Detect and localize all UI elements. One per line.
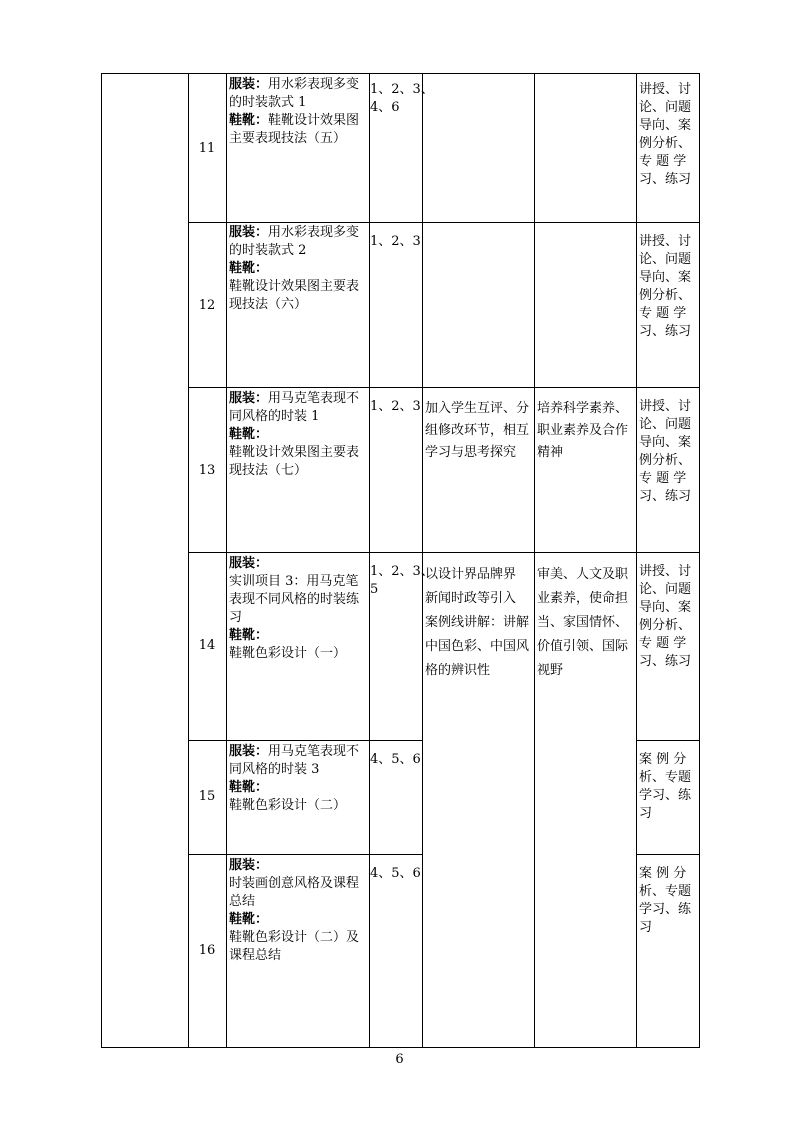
table-border-left [101, 73, 102, 1048]
table-col-line [636, 73, 637, 1048]
ideological-goal: 培养科学素养、 职业素养及合作 精神 [537, 401, 629, 460]
course-goals: 1、2、3、 5 [370, 564, 434, 597]
row-content: 服装：用马克笔表现不 同风格的时装 3 鞋靴： 鞋靴色彩设计（二） [229, 744, 360, 813]
ideological-goal: 审美、人文及职 业素养，使命担 当、家国情怀、 价值引领、国际 视野 [537, 567, 629, 678]
course-goals: 4、5、6 [370, 752, 421, 767]
week-number: 14 [198, 638, 216, 653]
teaching-methods: 讲授、讨 论、问题 导向、案 例分析、 专 题 学 习、练习 [639, 399, 692, 504]
teaching-methods: 讲授、讨 论、问题 导向、案 例分析、 专 题 学 习、练习 [639, 234, 692, 339]
teaching-methods: 讲授、讨 论、问题 导向、案 例分析、 专 题 学 习、练习 [639, 564, 692, 669]
week-number: 15 [198, 789, 216, 804]
week-number: 16 [198, 943, 216, 958]
row-divider [188, 387, 700, 388]
table-col-line [534, 73, 535, 1048]
table-col-line [422, 73, 423, 1048]
table-border-right [699, 73, 700, 1048]
row-divider [188, 854, 422, 855]
page-number: 6 [395, 1052, 404, 1067]
teaching-methods: 讲授、讨 论、问题 导向、案 例分析、 专 题 学 习、练习 [639, 82, 692, 187]
course-goals: 1、2、3 [370, 399, 421, 414]
row-content: 服装： 时装画创意风格及课程 总结 鞋靴： 鞋靴色彩设计（二）及 课程总结 [229, 858, 360, 963]
table-border-bottom [101, 1047, 700, 1048]
row-divider [636, 854, 700, 855]
table-border-top [101, 73, 700, 74]
row-content: 服装：用马克笔表现不 同风格的时装 1 鞋靴： 鞋靴设计效果图主要表 现技法（七） [229, 391, 360, 478]
ideological-entry-point: 以设计界品牌界 新闻时政等引入 案例线讲解：讲解 中国色彩、中国风 格的辨识性 [425, 567, 530, 678]
teaching-methods: 案 例 分 析、专题 学习、练 习 [639, 752, 692, 821]
course-goals: 4、5、6 [370, 866, 421, 881]
row-divider [188, 552, 700, 553]
row-content: 服装：用水彩表现多变 的时装款式 2 鞋靴： 鞋靴设计效果图主要表 现技法（六） [229, 225, 360, 312]
ideological-entry-point: 加入学生互评、分 组修改环节，相互 学习与思考探究 [425, 401, 530, 460]
week-number: 12 [198, 298, 216, 313]
row-content: 服装： 实训项目 3：用马克笔 表现不同风格的时装练 习 鞋靴： 鞋靴色彩设计（一） [229, 556, 360, 661]
teaching-methods: 案 例 分 析、专题 学习、练 习 [639, 866, 692, 935]
course-goals: 1、2、3 [370, 234, 421, 249]
week-number: 11 [198, 141, 216, 156]
row-divider [188, 222, 700, 223]
week-number: 13 [198, 463, 216, 478]
table-col-line [188, 73, 189, 1048]
course-goals: 1、2、3、 4、6 [370, 82, 434, 115]
row-divider [188, 740, 422, 741]
table-col-line [369, 73, 370, 1048]
row-content: 服装：用水彩表现多变 的时装款式 1 鞋靴：鞋靴设计效果图 主要表现技法（五） [229, 77, 360, 146]
table-col-line [226, 73, 227, 1048]
row-divider [636, 740, 700, 741]
